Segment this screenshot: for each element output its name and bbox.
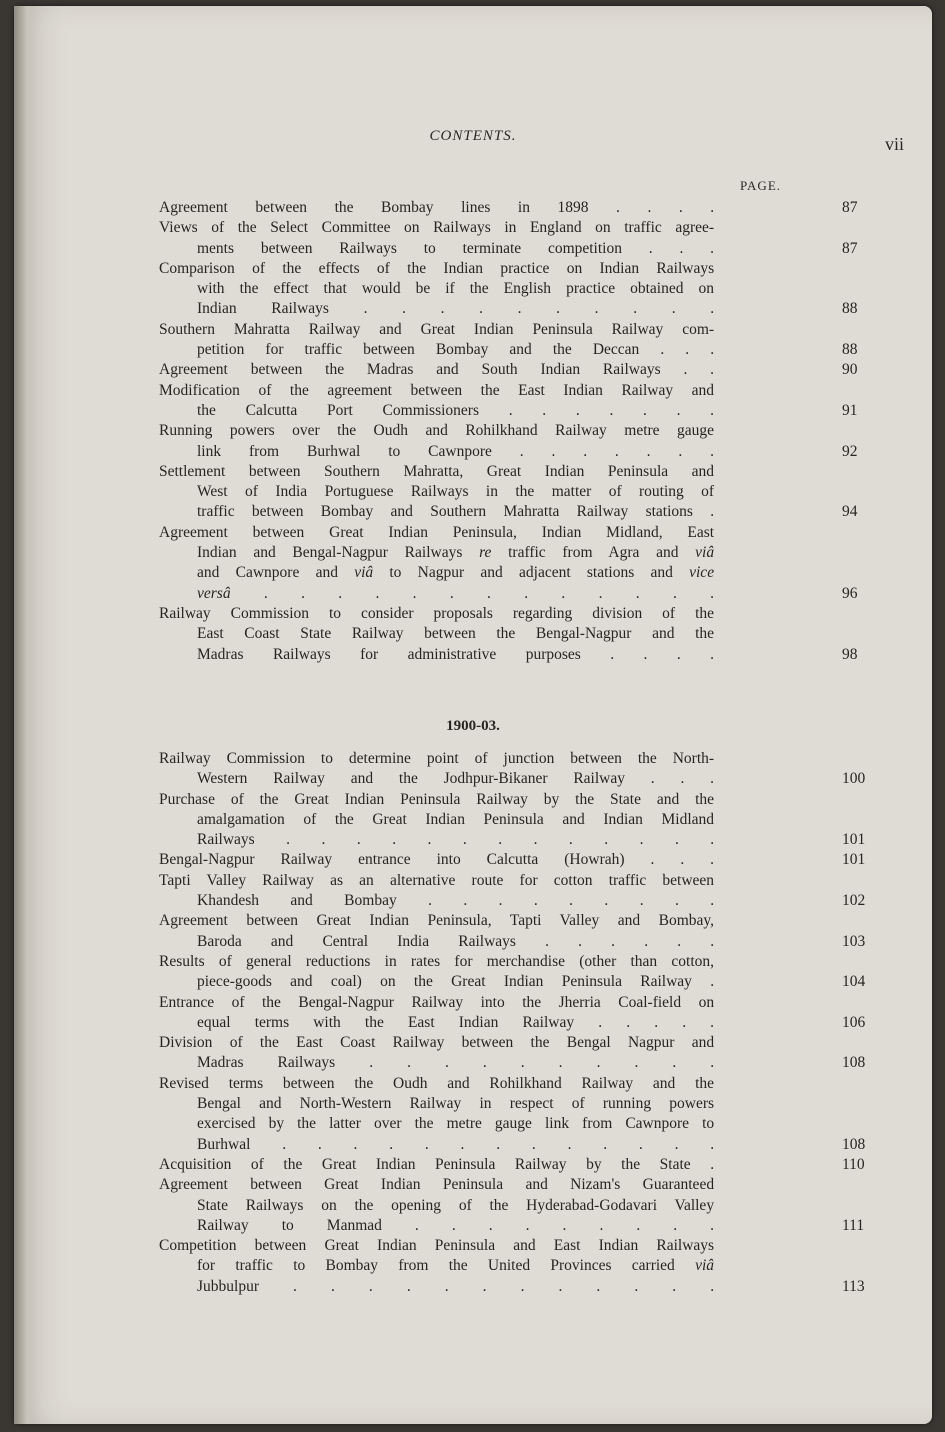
toc-entry — [14, 198, 932, 218]
toc-page-number: 94 — [842, 503, 858, 521]
running-head: CONTENTS. — [429, 128, 517, 144]
contents-list — [14, 749, 932, 1297]
toc-entry-continuation: Khandesh and Bombay . . . . . . . . . 102 — [197, 891, 714, 911]
toc-entry-title: Purchase of the Great Indian Peninsula Railway by the State and the — [159, 790, 714, 808]
page-column-label: PAGE. — [740, 178, 782, 193]
toc-entry — [14, 381, 932, 422]
toc-page-number: 104 — [842, 973, 866, 991]
toc-entry-title: Division of the East Coast Railway between the Bengal Nagpur and — [159, 1034, 715, 1052]
toc-entry-continuation: exercised by the latter over the metre gauge link from Cawnpore to — [197, 1115, 715, 1133]
toc-page-number: 108 — [842, 1135, 866, 1153]
toc-entry — [14, 523, 932, 604]
toc-entry-continuation: ments between Railways to terminate competition . . . 87 — [197, 239, 714, 259]
toc-entry-title: Settlement between Southern Mahratta, Great Indian Peninsula and — [159, 462, 715, 480]
folio-number: vii — [884, 134, 904, 154]
toc-page-number: 102 — [842, 892, 866, 910]
section-heading: 1900-03. — [446, 718, 500, 734]
toc-entry-continuation: equal terms with the East Indian Railway . . . . . 106 — [197, 1013, 714, 1033]
toc-entry-title: Bengal-Nagpur Railway entrance into Calcutta (Howrah) . . . 101 — [159, 850, 714, 870]
toc-entry-continuation: Railway to Manmad . . . . . . . . . 111 — [197, 1216, 714, 1236]
toc-entry-continuation: piece-goods and coal) on the Great Indian Peninsula Railway . 104 — [197, 972, 714, 992]
toc-entry-title: Agreement between the Bombay lines in 1898 . . . . 87 — [159, 198, 714, 218]
toc-page-number: 113 — [842, 1277, 865, 1295]
toc-entry — [14, 871, 932, 912]
toc-page-number: 110 — [842, 1155, 865, 1173]
toc-entry-continuation: Burhwal . . . . . . . . . . . . . 108 — [197, 1135, 714, 1155]
toc-entry-title: Comparison of the effects of the Indian practice on Indian Railways — [159, 259, 715, 277]
toc-page-number: 103 — [842, 932, 866, 950]
toc-entry-title: Revised terms between the Oudh and Rohilkhand Railway and the — [159, 1074, 715, 1092]
toc-page-number: 101 — [842, 851, 866, 869]
toc-entry-title: Agreement between the Madras and South Indian Railways . . 90 — [159, 360, 714, 380]
toc-entry — [14, 911, 932, 952]
toc-entry — [14, 462, 932, 523]
toc-entry-title: Competition between Great Indian Peninsula and East Indian Railways — [159, 1237, 715, 1255]
toc-entry-title: Results of general reductions in rates for merchandise (other than cotton, — [159, 952, 715, 970]
toc-entry-continuation: State Railways on the opening of the Hyderabad-Godavari Valley — [197, 1196, 715, 1214]
toc-page-number: 98 — [842, 645, 858, 663]
toc-page-number: 88 — [842, 341, 858, 359]
toc-entry — [14, 1033, 932, 1074]
toc-entry-continuation: Indian Railways . . . . . . . . . . 88 — [197, 299, 714, 319]
toc-entry-title: Modification of the agreement between the East Indian Railway and — [159, 381, 715, 399]
toc-entry-continuation: versâ . . . . . . . . . . . . . 96 — [197, 584, 714, 604]
toc-entry-title: Agreement between Great Indian Peninsula, Tapti Valley and Bombay, — [159, 912, 715, 930]
toc-entry-continuation: East Coast State Railway between the Bengal-Nagpur and the — [197, 625, 714, 643]
toc-entry-continuation: amalgamation of the Great Indian Peninsula and Indian Midland — [197, 810, 715, 828]
toc-entry-title: Views of the Select Committee on Railways in England on traffic agree- — [159, 219, 715, 237]
toc-page-number: 96 — [842, 584, 858, 602]
toc-page-number: 100 — [842, 770, 866, 788]
toc-entry-title: Railway Commission to determine point of junction between the North- — [159, 750, 715, 767]
toc-page-number: 101 — [842, 831, 866, 849]
toc-entry-title: Agreement between Great Indian Peninsula, Indian Midland, East — [159, 523, 715, 541]
toc-entry-continuation: Indian and Bengal-Nagpur Railways re traffic from Agra and viâ — [197, 544, 715, 562]
toc-entry-continuation: with the effect that would be if the English practice obtained on — [197, 280, 715, 298]
toc-entry-continuation: traffic between Bombay and Southern Mahratta Railway stations . 94 — [197, 502, 714, 522]
toc-entry — [14, 421, 932, 462]
contents-list — [14, 198, 932, 665]
toc-entry-title: Railway Commission to consider proposals regarding division of the — [159, 604, 714, 622]
toc-page-number: 87 — [842, 239, 858, 257]
toc-entry — [14, 790, 932, 851]
toc-entry-continuation: Railways . . . . . . . . . . . . . 101 — [197, 830, 714, 850]
toc-entry — [14, 993, 932, 1034]
toc-page-number: 108 — [842, 1054, 866, 1072]
toc-entry-continuation: West of India Portuguese Railways in the matter of routing of — [197, 483, 715, 501]
toc-entry — [14, 952, 932, 993]
toc-entry — [14, 1074, 932, 1155]
toc-entry-continuation: Madras Railways for administrative purposes . . . . 98 — [197, 645, 714, 665]
toc-page-number: 91 — [842, 401, 858, 419]
toc-page-number: 87 — [842, 199, 858, 216]
toc-entry — [14, 360, 932, 380]
toc-entry-continuation: Madras Railways . . . . . . . . . . 108 — [197, 1053, 714, 1073]
toc-entry-title: Agreement between Great Indian Peninsula and Nizam's Guaranteed — [159, 1176, 715, 1194]
toc-entry — [14, 850, 932, 870]
toc-entry-continuation: Jubbulpur . . . . . . . . . . . . 113 — [197, 1277, 714, 1297]
toc-entry — [14, 1155, 932, 1175]
toc-page-number: 90 — [842, 361, 858, 379]
toc-page-number: 111 — [842, 1216, 865, 1234]
toc-entry-continuation: Baroda and Central India Railways . . . . . . 103 — [197, 932, 714, 952]
toc-entry — [14, 259, 932, 320]
toc-page-number: 88 — [842, 300, 858, 318]
toc-entry — [14, 604, 932, 665]
toc-entry — [14, 320, 932, 361]
toc-page-number: 106 — [842, 1013, 866, 1031]
toc-entry-continuation: Bengal and North-Western Railway in respect of running powers — [197, 1095, 715, 1113]
toc-entry-title: Running powers over the Oudh and Rohilkhand Railway metre gauge — [159, 422, 715, 440]
toc-entry — [14, 218, 932, 259]
book-page — [14, 6, 932, 1424]
toc-entry-continuation: Western Railway and the Jodhpur-Bikaner Railway . . . 100 — [197, 769, 714, 789]
toc-entry — [14, 1236, 932, 1297]
toc-entry-continuation: petition for traffic between Bombay and the Deccan . . . 88 — [197, 340, 714, 360]
toc-entry-continuation: for traffic to Bombay from the United Provinces carried viâ — [197, 1257, 715, 1275]
toc-entry-title: Southern Mahratta Railway and Great Indian Peninsula Railway com- — [159, 320, 715, 338]
toc-entry-title: Entrance of the Bengal-Nagpur Railway into the Jherria Coal-field on — [159, 993, 715, 1011]
toc-entry-continuation: the Calcutta Port Commissioners . . . . . . . 91 — [197, 401, 714, 421]
toc-entry-title: Tapti Valley Railway as an alternative route for cotton traffic between — [159, 871, 715, 889]
toc-entry-continuation: link from Burhwal to Cawnpore . . . . . . . 92 — [197, 442, 714, 462]
toc-entry-title: Acquisition of the Great Indian Peninsula Railway by the State . 110 — [159, 1155, 714, 1175]
toc-entry-continuation: and Cawnpore and viâ to Nagpur and adjacent stations and vice — [197, 564, 715, 582]
toc-entry — [14, 1175, 932, 1236]
toc-entry — [14, 749, 932, 790]
toc-page-number: 92 — [842, 442, 858, 460]
